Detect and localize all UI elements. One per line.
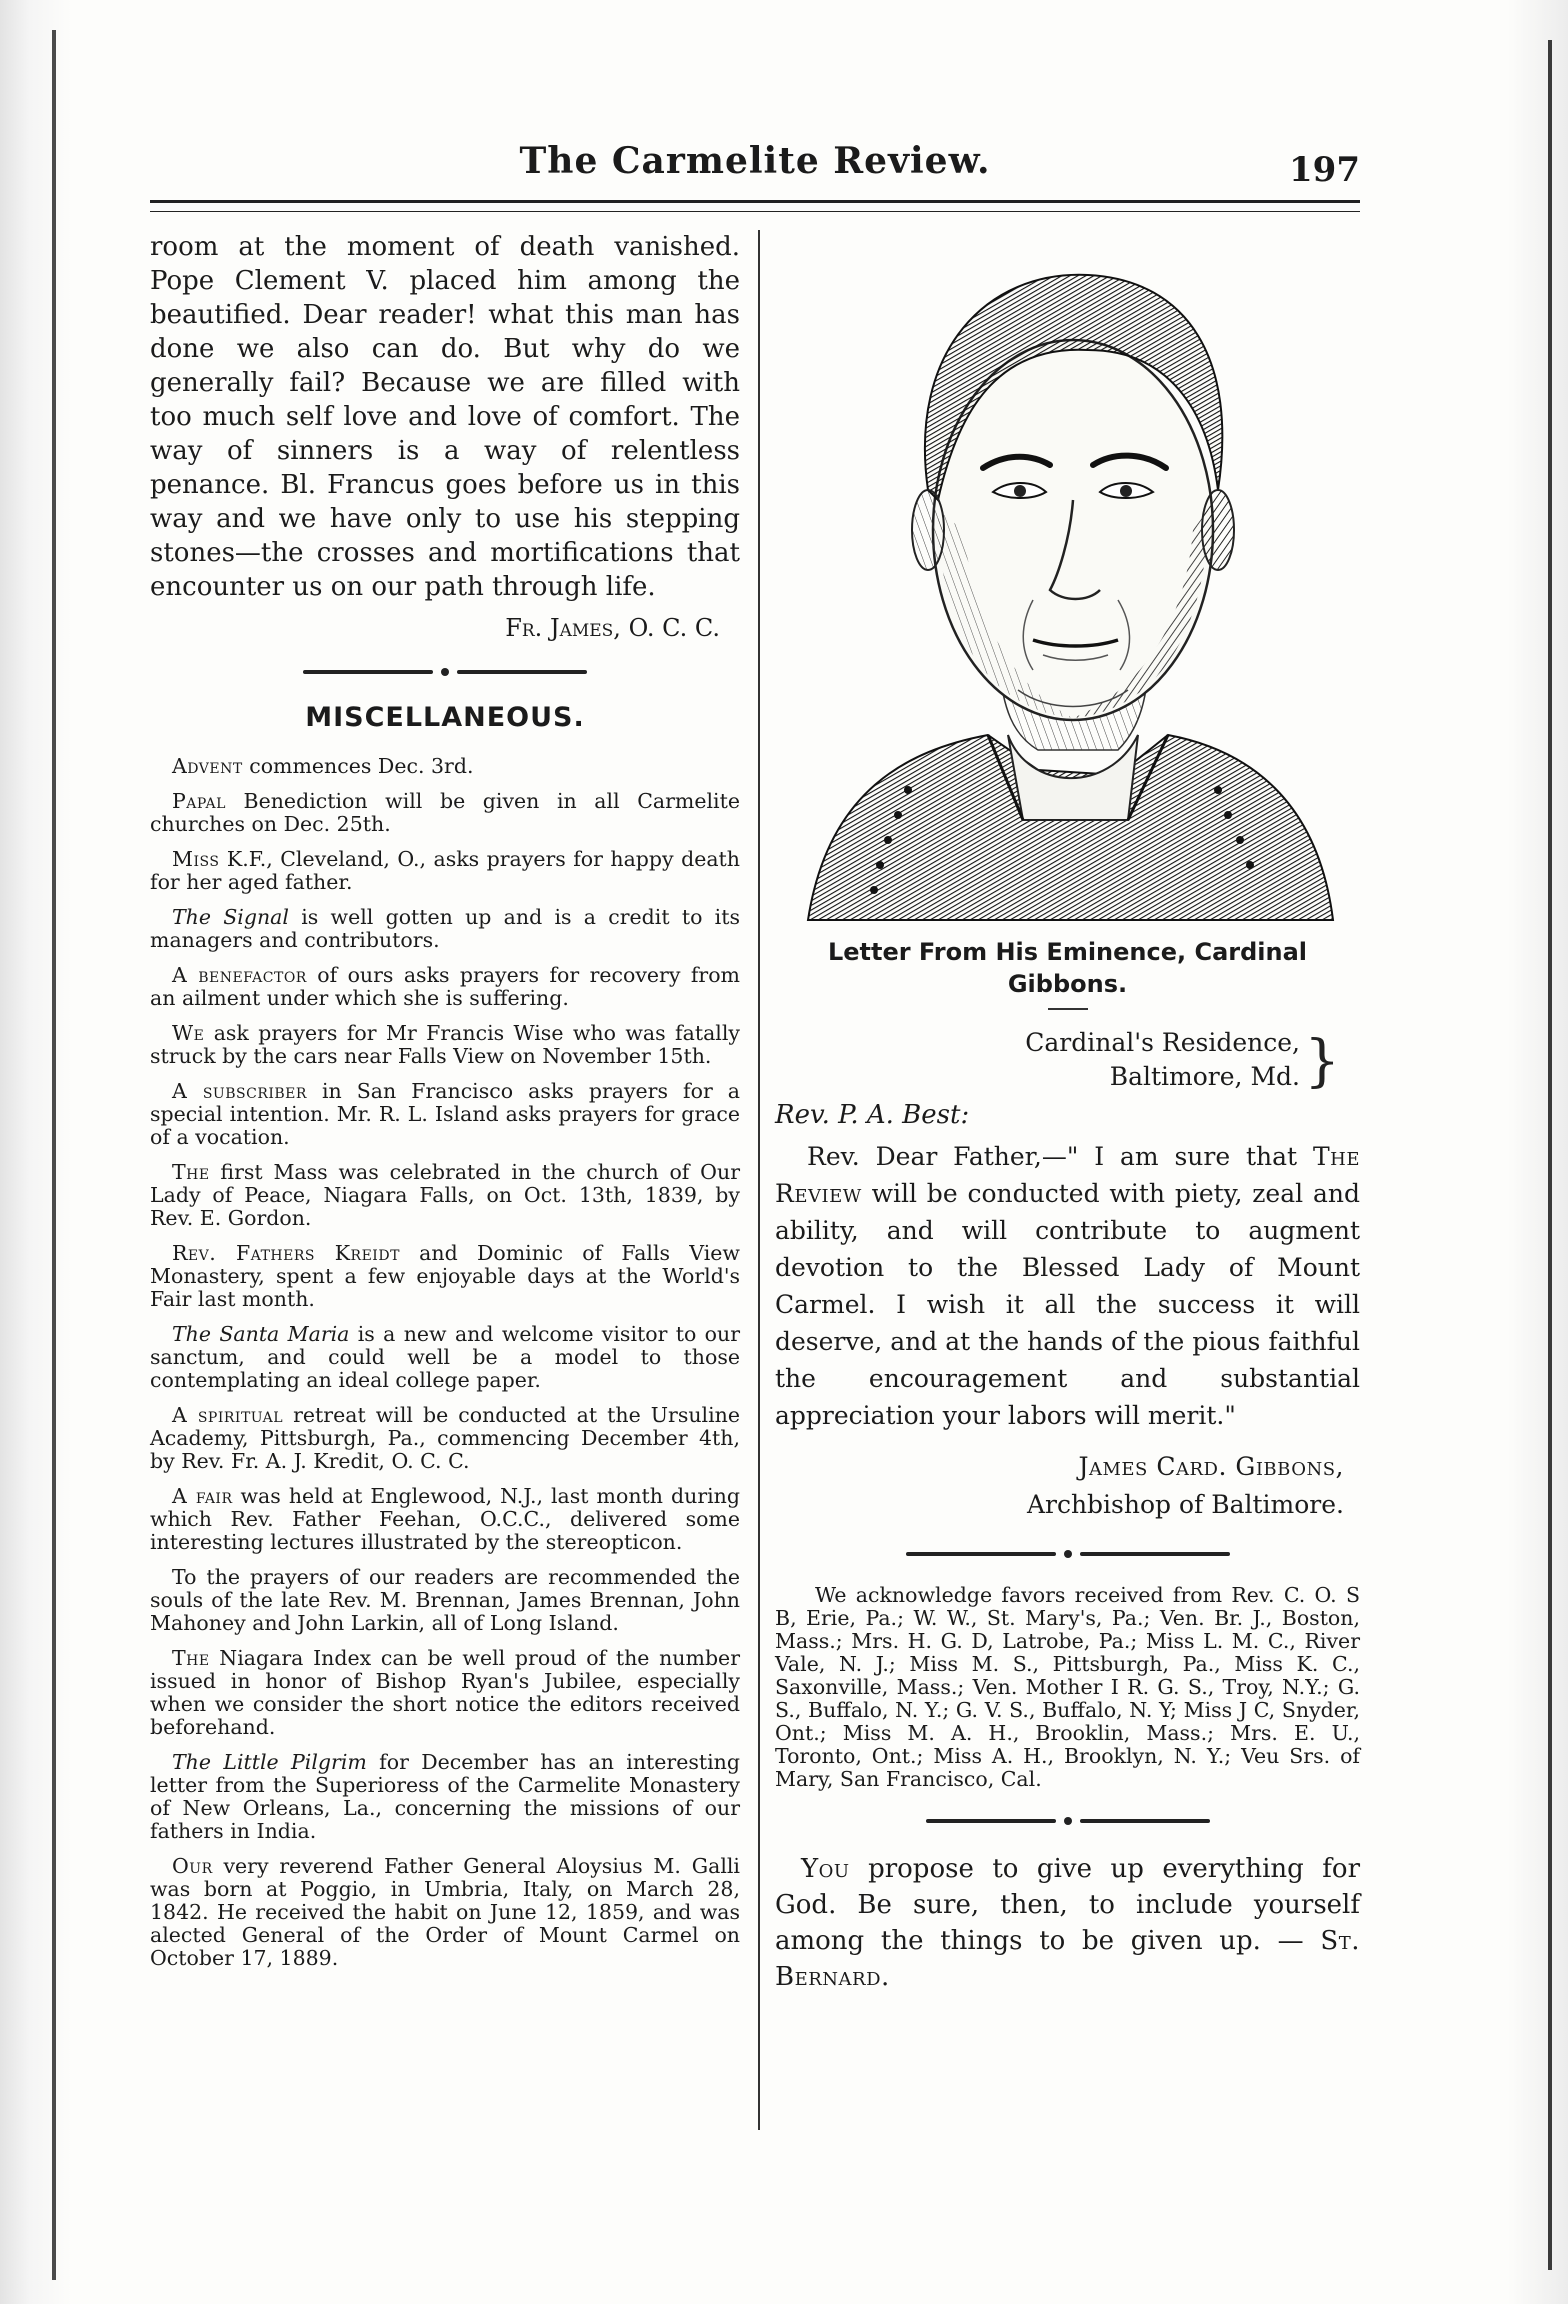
miscellaneous-item xyxy=(150,1323,740,1392)
signatory-title: Archbishop of Baltimore. xyxy=(1026,1490,1344,1519)
miscellaneous-list xyxy=(150,755,740,1970)
ornament-rule-left xyxy=(926,1819,1056,1823)
letter-salutation: Rev. P. A. Best: xyxy=(775,1100,970,1130)
ornament-dot xyxy=(441,668,449,676)
ornament-rule-right xyxy=(457,670,587,674)
item-text: Niagara Index can be well proud of the number issued in honor of Bishop Ryan's Jubilee, especially when we consider the short notice the editors received beforehand. xyxy=(150,1646,740,1739)
cardinal-portrait xyxy=(788,230,1348,930)
item-lead: We xyxy=(172,1021,205,1045)
item-lead: The xyxy=(172,1160,210,1184)
portrait-engraving-image xyxy=(788,230,1348,930)
item-lead: Rev. Fathers Kreidt xyxy=(172,1241,400,1265)
item-lead: A spiritual xyxy=(172,1403,284,1427)
letter-signature xyxy=(775,1448,1360,1524)
ornament-rule-right xyxy=(1080,1819,1210,1823)
miscellaneous-item xyxy=(150,848,740,894)
letter-body-review-name: The Review xyxy=(775,1142,1360,1208)
heading-dash xyxy=(1048,1008,1088,1010)
miscellaneous-item xyxy=(150,964,740,1010)
letter-body xyxy=(775,1138,1360,1434)
item-text: commences Dec. 3rd. xyxy=(242,754,474,778)
address-line-residence: Cardinal's Residence, xyxy=(1025,1028,1300,1057)
ornament-rule-right xyxy=(1080,1552,1230,1556)
quote-attribution: St. Bernard. xyxy=(775,1926,1360,1992)
item-text: in San Francisco asks prayers for a special intention. Mr. R. L. Island asks prayers for grace of a vocation. xyxy=(150,1079,741,1149)
miscellaneous-item xyxy=(150,1855,740,1970)
closing-quote xyxy=(775,1851,1360,1995)
item-text: is a new and welcome visitor to our sanctum, and could well be a model to those contemplating an ideal college paper. xyxy=(150,1322,740,1392)
quote-lead-word: You xyxy=(801,1854,850,1884)
item-lead: The Signal xyxy=(172,905,289,929)
item-lead: A subscriber xyxy=(172,1079,307,1103)
miscellaneous-item xyxy=(150,1161,740,1230)
item-lead: The Little Pilgrim xyxy=(172,1750,367,1774)
ornament-dot xyxy=(1064,1550,1072,1558)
item-lead: The xyxy=(172,1646,210,1670)
article-signature: Fr. James, O. C. C. xyxy=(505,614,720,642)
letter-address xyxy=(775,1026,1360,1094)
ornament-dot xyxy=(1064,1817,1072,1825)
miscellaneous-item xyxy=(150,755,740,778)
column-divider xyxy=(758,230,760,2130)
ornament-rule-left xyxy=(303,670,433,674)
binding-gutter-line xyxy=(52,30,56,2280)
miscellaneous-item xyxy=(150,790,740,836)
item-text: first Mass was celebrated in the church of Our Lady of Peace, Niagara Falls, on Oct. 13th, 1839, by Rev. E. Gordon. xyxy=(150,1160,740,1230)
page-number: 197 xyxy=(1289,150,1360,190)
left-column xyxy=(150,230,740,1982)
item-text: is well gotten up and is a credit to its managers and contributors. xyxy=(150,905,740,952)
address-brace: } xyxy=(1304,1029,1340,1094)
item-text: K.F., Cleveland, O., asks prayers for happy death for her aged father. xyxy=(150,847,740,894)
miscellaneous-item xyxy=(150,1485,740,1554)
item-text: was held at Englewood, N.J., last month during which Rev. Father Feehan, O.C.C., delivered some interesting lectures illustrated by the stereopticon. xyxy=(150,1484,740,1554)
address-line-city: Baltimore, Md. xyxy=(1109,1062,1300,1091)
item-lead: A fair xyxy=(172,1484,233,1508)
quote-text: propose to give up everything for God. Be sure, then, to include yourself among the things to be given up. — xyxy=(775,1854,1360,1956)
right-column xyxy=(775,230,1360,1995)
miscellaneous-item xyxy=(150,1647,740,1739)
page-edge-shadow xyxy=(1508,0,1568,2304)
ornament-after-acknowledgements xyxy=(775,1817,1360,1825)
section-heading-miscellaneous: MISCELLANEOUS. xyxy=(305,702,585,733)
magazine-page xyxy=(150,130,1360,2150)
letter-body-closing: will be conducted with piety, zeal and ability, and will contribute to augment devotion to the Blessed Lady of Mount Carmel. I wish it all the success it will deserve, and at the hands of the pious faithful the encouragement and substantial appreciation your labors will merit." xyxy=(775,1179,1360,1430)
item-text: Benediction will be given in all Carmelite churches on Dec. 25th. xyxy=(150,789,740,836)
item-lead: Our xyxy=(172,1854,213,1878)
miscellaneous-item xyxy=(150,1242,740,1311)
section-ornament xyxy=(150,668,740,676)
miscellaneous-item xyxy=(150,1566,740,1635)
binding-shadow xyxy=(0,0,72,2304)
item-text: the prayers of our readers are recommended the souls of the late Rev. M. Brennan, James Brennan, John Mahoney and John Larkin, all of Long Island. xyxy=(150,1565,740,1635)
continuation-paragraph: room at the moment of death vanished. Pope Clement V. placed him among the beautified. Dear reader! what this man has done we also can do. But why do we generally fail? Because we are filled with too much self love and love of comfort. The way of sinners is a way of relentless penance. Bl. Francus goes before us in this way and we have only to use his stepping stones—the crosses and mortifications that encounter us on our path through life. xyxy=(150,232,740,602)
ornament-after-letter xyxy=(775,1550,1360,1558)
letter-body-opening: Rev. Dear Father,—" I am sure that xyxy=(807,1142,1313,1171)
acknowledgements-paragraph: We acknowledge favors received from Rev. C. O. S B, Erie, Pa.; W. W., St. Mary's, Pa.; Ven. Br. J., Boston, Mass.; Mrs. H. G. D, Latrobe, Pa.; Miss L. M. C., River Vale, N. J.; Miss M. S., Pittsburgh, Pa., Miss K. C., Saxonville, Mass.; Ven. Mother I R. G. S., Troy, N.Y.; G. S., Buffalo, N. Y.; G. V. S., Buffalo, N. Y; Miss J C, Snyder, Ont.; Miss M. A. H., Brooklin, Mass.; Mrs. E. U., Toronto, Ont.; Miss A. H., Brooklyn, N. Y.; Veu Srs. of Mary, San Francisco, Cal. xyxy=(775,1583,1360,1791)
item-text: retreat will be conducted at the Ursuline Academy, Pittsburgh, Pa., commencing December 4th, by Rev. Fr. A. J. Kredit, O. C. C. xyxy=(150,1403,740,1473)
item-text: and Dominic of Falls View Monastery, spent a few enjoyable days at the World's Fair last month. xyxy=(150,1241,740,1311)
miscellaneous-item xyxy=(150,906,740,952)
item-lead: Miss xyxy=(172,847,220,871)
miscellaneous-item xyxy=(150,1080,740,1149)
item-text: ask prayers for Mr Francis Wise who was fatally struck by the cars near Falls View on November 15th. xyxy=(150,1021,740,1068)
item-lead: A benefactor xyxy=(172,963,307,987)
item-text: of ours asks prayers for recovery from an ailment under which she is suffering. xyxy=(150,963,740,1010)
page-edge-line xyxy=(1548,40,1552,2270)
header-rule xyxy=(150,200,1360,212)
running-head xyxy=(150,130,1360,200)
item-text: very reverend Father General Aloysius M. Galli was born at Poggio, in Umbria, Italy, on March 28, 1842. He received the habit on June 12, 1859, and was alected General of the Order of Mount Carmel on October 17, 1889. xyxy=(150,1854,740,1970)
item-lead: The Santa Maria xyxy=(172,1322,350,1346)
item-text: for December has an interesting letter from the Superioress of the Carmelite Monastery of New Orleans, La., concerning the missions of our fathers in India. xyxy=(150,1750,740,1843)
item-lead: Advent xyxy=(172,754,243,778)
item-lead: To xyxy=(172,1565,197,1589)
letter-heading: Letter From His Eminence, Cardinal Gibbons. xyxy=(827,938,1308,998)
journal-title: The Carmelite Review. xyxy=(519,140,991,182)
signatory-name: James Card. Gibbons, xyxy=(1078,1452,1344,1481)
item-lead: Papal xyxy=(172,789,226,813)
ornament-rule-left xyxy=(906,1552,1056,1556)
miscellaneous-item xyxy=(150,1404,740,1473)
miscellaneous-item xyxy=(150,1751,740,1843)
miscellaneous-item xyxy=(150,1022,740,1068)
